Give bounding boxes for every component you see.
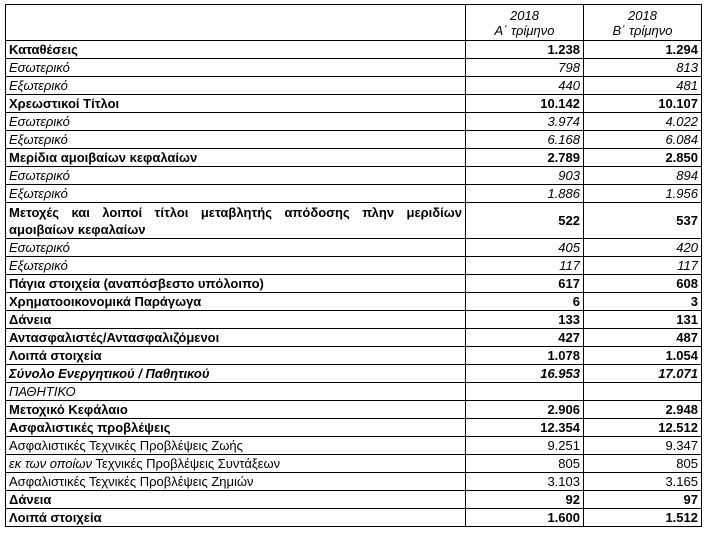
row-value-q1: 10.142 [466,95,584,113]
row-label: Εσωτερικό [6,167,466,185]
row-label: Εσωτερικό [6,113,466,131]
row-value-q2: 1.512 [584,509,702,527]
table-row [6,455,702,473]
row-label: Εσωτερικό [6,59,466,77]
table-row [6,185,702,203]
row-value-q2: 12.512 [584,419,702,437]
row-label: Λοιπά στοιχεία [6,347,466,365]
row-value-q1: 522 [466,203,584,239]
header-row [6,5,702,41]
row-value-q2: 537 [584,203,702,239]
row-label: Εξωτερικό [6,131,466,149]
row-label: Αντασφαλιστές/Αντασφαλιζόμενοι [6,329,466,347]
row-value-q2: 487 [584,329,702,347]
row-label: Πάγια στοιχεία (αναπόσβεστο υπόλοιπο) [6,275,466,293]
row-value-q1: 6.168 [466,131,584,149]
table-row [6,401,702,419]
row-value-q1: 1.600 [466,509,584,527]
row-label: Καταθέσεις [6,41,466,59]
row-value-q1: 3.103 [466,473,584,491]
row-label: Ασφαλιστικές Τεχνικές Προβλέψεις Ζωής [6,437,466,455]
row-value-q2: 17.071 [584,365,702,383]
row-label-text: Τεχνικές Προβλέψεις Συντάξεων [92,455,281,471]
table-row [6,59,702,77]
row-value-q2: 131 [584,311,702,329]
row-value-q2: 481 [584,77,702,95]
row-value-q2: 3 [584,293,702,311]
row-label: Εξωτερικό [6,257,466,275]
row-label [6,455,466,473]
table-row [6,347,702,365]
row-label: Χρεωστικοί Τίτλοι [6,95,466,113]
row-label: ΠΑΘΗΤΙΚΟ [6,383,466,401]
row-label: Δάνεια [6,491,466,509]
row-value-q2: 3.165 [584,473,702,491]
table-row [6,113,702,131]
table-row [6,203,702,239]
table-row [6,329,702,347]
table-row [6,419,702,437]
row-label: Δάνεια [6,311,466,329]
header-q1-quarter: Α΄ τρίμηνο [494,22,555,38]
row-value-q1: 9.251 [466,437,584,455]
row-value-q1: 427 [466,329,584,347]
row-value-q2 [584,383,702,401]
balance-sheet-table [5,4,702,527]
row-label: Εξωτερικό [6,185,466,203]
table-row [6,257,702,275]
row-label: Ασφαλιστικές προβλέψεις [6,419,466,437]
row-label: Λοιπά στοιχεία [6,509,466,527]
row-value-q1: 805 [466,455,584,473]
row-value-q1 [466,383,584,401]
table-row [6,383,702,401]
row-label: Χρηματοοικονομικά Παράγωγα [6,293,466,311]
table-row [6,77,702,95]
row-value-q1: 117 [466,257,584,275]
table-row [6,311,702,329]
table-row [6,131,702,149]
row-value-q1: 1.078 [466,347,584,365]
row-value-q2: 894 [584,167,702,185]
row-value-q2: 1.054 [584,347,702,365]
row-value-q1: 1.238 [466,41,584,59]
table-row [6,95,702,113]
row-value-q1: 440 [466,77,584,95]
row-value-q1: 405 [466,239,584,257]
header-q2 [584,5,702,41]
row-value-q2: 2.850 [584,149,702,167]
table-row [6,491,702,509]
header-q2-quarter: Β΄ τρίμηνο [612,22,673,38]
row-value-q2: 9.347 [584,437,702,455]
table-row [6,293,702,311]
row-value-q2: 420 [584,239,702,257]
row-label: Μερίδια αμοιβαίων κεφαλαίων [6,149,466,167]
row-value-q1: 903 [466,167,584,185]
row-value-q1: 16.953 [466,365,584,383]
table-row [6,365,702,383]
table-row [6,437,702,455]
header-q2-year: 2018 [628,7,657,23]
row-value-q1: 6 [466,293,584,311]
row-value-q1: 2.789 [466,149,584,167]
row-value-q2: 97 [584,491,702,509]
header-q1 [466,5,584,41]
row-label-qualifier: εκ των οποίων [9,455,93,471]
row-value-q2: 6.084 [584,131,702,149]
row-value-q1: 92 [466,491,584,509]
row-value-q2: 608 [584,275,702,293]
row-label: Εσωτερικό [6,239,466,257]
row-label: Εξωτερικό [6,77,466,95]
header-label-cell [6,5,466,41]
header-q1-year: 2018 [510,7,539,23]
row-value-q2: 117 [584,257,702,275]
row-label: Σύνολο Ενεργητικού / Παθητικού [6,365,466,383]
table-row [6,149,702,167]
row-value-q1: 1.886 [466,185,584,203]
table-row [6,239,702,257]
table-row [6,41,702,59]
row-value-q1: 617 [466,275,584,293]
table-row [6,509,702,527]
row-value-q2: 4.022 [584,113,702,131]
row-value-q1: 133 [466,311,584,329]
row-value-q1: 12.354 [466,419,584,437]
row-label: Μετοχικό Κεφάλαιο [6,401,466,419]
row-value-q1: 3.974 [466,113,584,131]
row-label: Μετοχές και λοιποί τίτλοι μεταβλητής απόδοσης πλην μεριδίων αμοιβαίων κεφαλαίων [6,203,466,239]
row-value-q2: 805 [584,455,702,473]
row-value-q2: 10.107 [584,95,702,113]
table-row [6,275,702,293]
row-label: Ασφαλιστικές Τεχνικές Προβλέψεις Ζημιών [6,473,466,491]
row-value-q1: 798 [466,59,584,77]
row-value-q2: 1.294 [584,41,702,59]
row-value-q2: 813 [584,59,702,77]
table-row [6,473,702,491]
balance-sheet-body [6,5,702,527]
row-value-q2: 2.948 [584,401,702,419]
row-value-q2: 1.956 [584,185,702,203]
row-value-q1: 2.906 [466,401,584,419]
table-row [6,167,702,185]
